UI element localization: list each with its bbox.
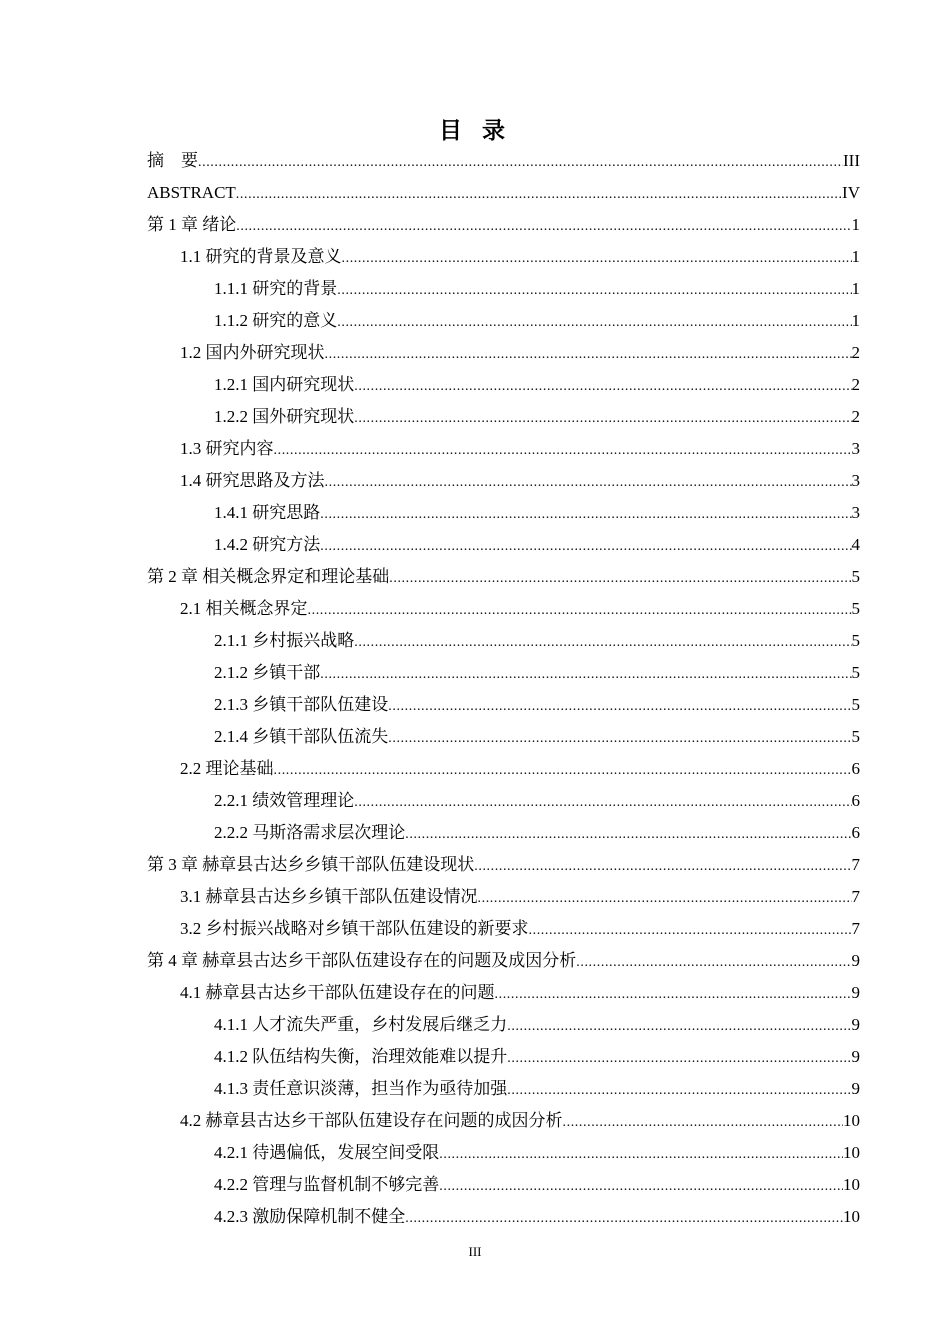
toc-entry[interactable] — [147, 529, 860, 561]
toc-entry[interactable] — [147, 433, 860, 465]
toc-entry-page-number: 2 — [851, 343, 860, 362]
toc-entry[interactable] — [147, 849, 860, 881]
toc-entry-page-number: 9 — [851, 1047, 860, 1066]
toc-entry-page-number: 6 — [851, 823, 860, 842]
dot-leader — [354, 371, 851, 401]
toc-entry-label: 2.1 相关概念界定 — [180, 599, 308, 618]
toc-entry-label: 1.1.2 研究的意义 — [214, 311, 338, 330]
toc-entry-label: 2.2 理论基础 — [180, 759, 274, 778]
dot-leader — [439, 1139, 843, 1169]
dot-leader — [274, 435, 852, 465]
toc-entry[interactable] — [147, 593, 860, 625]
toc-entry-label: 第 2 章 相关概念界定和理论基础 — [147, 567, 390, 586]
dot-leader — [388, 723, 851, 753]
toc-entry-page-number: 10 — [843, 1111, 860, 1130]
toc-entry-label: 4.2.1 待遇偏低，发展空间受限 — [214, 1143, 440, 1162]
toc-entry-page-number: 3 — [851, 439, 860, 458]
dot-leader — [354, 787, 851, 817]
toc-entry-page-number: 1 — [851, 279, 860, 298]
toc-entry-page-number: 5 — [851, 567, 860, 586]
toc-entry-page-number: 9 — [851, 1079, 860, 1098]
dot-leader — [320, 531, 851, 561]
toc-entry[interactable] — [147, 881, 860, 913]
toc-entry-page-number: 1 — [851, 215, 860, 234]
dot-leader — [405, 819, 851, 849]
toc-entry[interactable] — [147, 657, 860, 689]
dot-leader — [337, 307, 851, 337]
toc-entry-label: 1.4 研究思路及方法 — [180, 471, 325, 490]
toc-entry[interactable] — [147, 337, 860, 369]
toc-entry-label: 1.2.1 国内研究现状 — [214, 375, 355, 394]
toc-entry-page-number: 10 — [843, 1175, 860, 1194]
toc-entry-page-number: 5 — [851, 663, 860, 682]
toc-entry-page-number: 1 — [851, 247, 860, 266]
toc-entry-page-number: 5 — [851, 695, 860, 714]
dot-leader — [325, 339, 852, 369]
dot-leader — [405, 1203, 843, 1233]
dot-leader — [529, 915, 852, 945]
toc-entry[interactable] — [147, 1009, 860, 1041]
toc-entry-page-number: 3 — [851, 503, 860, 522]
dot-leader — [274, 755, 852, 785]
toc-entry-page-number: 9 — [851, 1015, 860, 1034]
dot-leader — [198, 147, 843, 177]
toc-entry-label: 4.1.2 队伍结构失衡，治理效能难以提升 — [214, 1047, 508, 1066]
dot-leader — [439, 1171, 843, 1201]
toc-entry-label: 2.1.4 乡镇干部队伍流失 — [214, 727, 389, 746]
toc-entry[interactable] — [147, 1169, 860, 1201]
toc-entry-label: 第 1 章 绪论 — [147, 215, 237, 234]
toc-entry[interactable] — [147, 1073, 860, 1105]
toc-entry[interactable] — [147, 1105, 860, 1137]
toc-entry[interactable] — [147, 913, 860, 945]
toc-entry[interactable] — [147, 1201, 860, 1233]
toc-entry[interactable] — [147, 1041, 860, 1073]
toc-entry-page-number: 2 — [851, 375, 860, 394]
toc-entry[interactable] — [147, 209, 860, 241]
toc-entry[interactable] — [147, 465, 860, 497]
toc-entry-page-number: 6 — [851, 759, 860, 778]
toc-entry[interactable] — [147, 721, 860, 753]
table-of-contents — [147, 145, 860, 1233]
toc-title: 目 录 — [438, 118, 511, 144]
dot-leader — [236, 179, 842, 209]
dot-leader — [354, 627, 851, 657]
toc-entry-label: 4.2 赫章县古达乡干部队伍建设存在问题的成因分析 — [180, 1111, 563, 1130]
toc-entry-label: 4.1 赫章县古达乡干部队伍建设存在的问题 — [180, 983, 495, 1002]
toc-entry-page-number: III — [843, 151, 860, 170]
toc-entry-page-number: 9 — [851, 983, 860, 1002]
toc-entry[interactable] — [147, 497, 860, 529]
toc-entry-label: 2.1.3 乡镇干部队伍建设 — [214, 695, 389, 714]
toc-entry-label: 1.1 研究的背景及意义 — [180, 247, 342, 266]
toc-entry-page-number: 5 — [851, 631, 860, 650]
toc-entry-page-number: 5 — [851, 727, 860, 746]
toc-entry-page-number: 7 — [851, 919, 860, 938]
toc-entry-label: 2.1.2 乡镇干部 — [214, 663, 321, 682]
toc-entry-page-number: 3 — [851, 471, 860, 490]
dot-leader — [337, 275, 851, 305]
toc-entry-page-number: 7 — [851, 855, 860, 874]
toc-entry[interactable] — [147, 785, 860, 817]
toc-entry-page-number: 9 — [851, 951, 860, 970]
toc-entry-label: 摘 要 — [147, 151, 198, 170]
dot-leader — [474, 851, 851, 881]
dot-leader — [342, 243, 852, 273]
page-number-footer: III — [468, 1244, 482, 1259]
toc-entry-label: 1.2.2 国外研究现状 — [214, 407, 355, 426]
toc-entry-page-number: 1 — [851, 311, 860, 330]
dot-leader — [495, 979, 852, 1009]
toc-entry[interactable] — [147, 945, 860, 977]
toc-entry-label: 4.2.3 激励保障机制不健全 — [214, 1207, 406, 1226]
toc-entry[interactable] — [147, 401, 860, 433]
toc-entry-label: 1.3 研究内容 — [180, 439, 274, 458]
toc-entry-label: 2.1.1 乡村振兴战略 — [214, 631, 355, 650]
toc-entry[interactable] — [147, 305, 860, 337]
toc-entry[interactable] — [147, 753, 860, 785]
dot-leader — [507, 1043, 851, 1073]
toc-entry-label: 1.1.1 研究的背景 — [214, 279, 338, 298]
dot-leader — [308, 595, 852, 625]
dot-leader — [388, 691, 851, 721]
dot-leader — [389, 563, 851, 593]
toc-entry[interactable] — [147, 817, 860, 849]
dot-leader — [563, 1107, 844, 1137]
toc-entry-page-number: 4 — [851, 535, 860, 554]
toc-entry-label: 1.2 国内外研究现状 — [180, 343, 325, 362]
toc-entry[interactable] — [147, 241, 860, 273]
toc-entry-label: 第 4 章 赫章县古达乡干部队伍建设存在的问题及成因分析 — [147, 951, 577, 970]
dot-leader — [478, 883, 852, 913]
toc-entry-page-number: 7 — [851, 887, 860, 906]
toc-entry-page-number: 10 — [843, 1143, 860, 1162]
dot-leader — [354, 403, 851, 433]
toc-entry[interactable] — [147, 689, 860, 721]
toc-entry-label: 3.2 乡村振兴战略对乡镇干部队伍建设的新要求 — [180, 919, 529, 938]
toc-entry[interactable] — [147, 369, 860, 401]
toc-entry-label: 1.4.1 研究思路 — [214, 503, 321, 522]
toc-entry[interactable] — [147, 1137, 860, 1169]
toc-entry-label: 第 3 章 赫章县古达乡乡镇干部队伍建设现状 — [147, 855, 475, 874]
toc-entry-label: 4.1.3 责任意识淡薄，担当作为亟待加强 — [214, 1079, 508, 1098]
toc-entry-label: 2.2.2 马斯洛需求层次理论 — [214, 823, 406, 842]
toc-entry-label: 3.1 赫章县古达乡乡镇干部队伍建设情况 — [180, 887, 478, 906]
dot-leader — [507, 1075, 851, 1105]
toc-entry-page-number: 5 — [851, 599, 860, 618]
toc-entry[interactable] — [147, 273, 860, 305]
dot-leader — [320, 659, 851, 689]
toc-entry[interactable] — [147, 977, 860, 1009]
toc-entry-page-number: 10 — [843, 1207, 860, 1226]
toc-entry[interactable] — [147, 177, 860, 209]
toc-entry[interactable] — [147, 561, 860, 593]
dot-leader — [320, 499, 851, 529]
toc-entry-page-number: IV — [842, 183, 860, 202]
dot-leader — [236, 211, 851, 241]
toc-entry-label: ABSTRACT — [147, 183, 236, 202]
dot-leader — [576, 947, 851, 977]
toc-entry-page-number: 6 — [851, 791, 860, 810]
toc-entry-label: 4.1.1 人才流失严重，乡村发展后继乏力 — [214, 1015, 508, 1034]
toc-entry-label: 4.2.2 管理与监督机制不够完善 — [214, 1175, 440, 1194]
dot-leader — [325, 467, 852, 497]
toc-entry[interactable] — [147, 145, 860, 177]
toc-entry-label: 2.2.1 绩效管理理论 — [214, 791, 355, 810]
toc-entry-label: 1.4.2 研究方法 — [214, 535, 321, 554]
toc-entry[interactable] — [147, 625, 860, 657]
toc-entry-page-number: 2 — [851, 407, 860, 426]
dot-leader — [507, 1011, 851, 1041]
